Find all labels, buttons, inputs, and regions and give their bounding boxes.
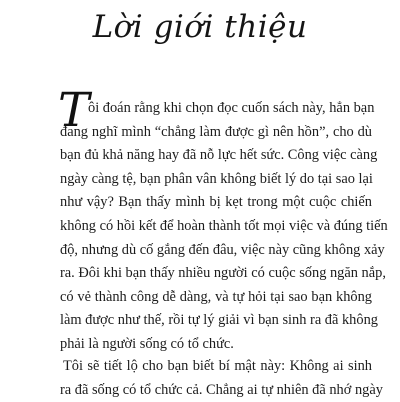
chapter-title: Lời giới thiệu: [92, 9, 308, 45]
text-line: làm được như thế, rồi tự lý giải vì bạn sinh ra đã không: [60, 312, 378, 329]
text-line: có vẻ thành công dễ dàng, và tự hỏi tại sao bạn không: [60, 288, 372, 305]
text-line: ngày càng tệ, bạn phân vân không biết lý do tại sao lại: [60, 170, 373, 187]
text-line: Tôi sẽ tiết lộ cho bạn biết bí mật này: Không ai sinh: [63, 358, 372, 374]
drop-cap-letter: T: [58, 83, 90, 138]
text-line: bạn đủ khả năng hay đã nỗ lực hết sức. Công việc càng: [60, 147, 378, 164]
paragraph-2: [60, 355, 383, 402]
text-line: độ, nhưng dù cố gắng đến đâu, việc này cũng không xảy: [60, 241, 385, 258]
text-line: ra. Đôi khi bạn thấy nhiều người có cuộc sống ngăn nắp,: [60, 265, 386, 282]
text-line: ra đã sống có tổ chức cả. Chẳng ai tự nhiên đã nhớ ngày: [60, 381, 383, 398]
paragraph-1: [60, 97, 388, 357]
text-line: không có hồi kết để hoàn thành tốt mọi việc và đúng tiến: [60, 217, 388, 234]
text-line: ôi đoán rằng khi chọn đọc cuốn sách này, hẳn bạn: [88, 100, 375, 116]
text-line: đang nghĩ mình “chẳng làm được gì nên hồn”, cho dù: [60, 123, 372, 140]
text-line: như vậy? Bạn thấy mình bị kẹt trong một cuộc chiến: [60, 194, 372, 211]
text-line-last: phải là người sống có tổ chức.: [60, 335, 234, 352]
